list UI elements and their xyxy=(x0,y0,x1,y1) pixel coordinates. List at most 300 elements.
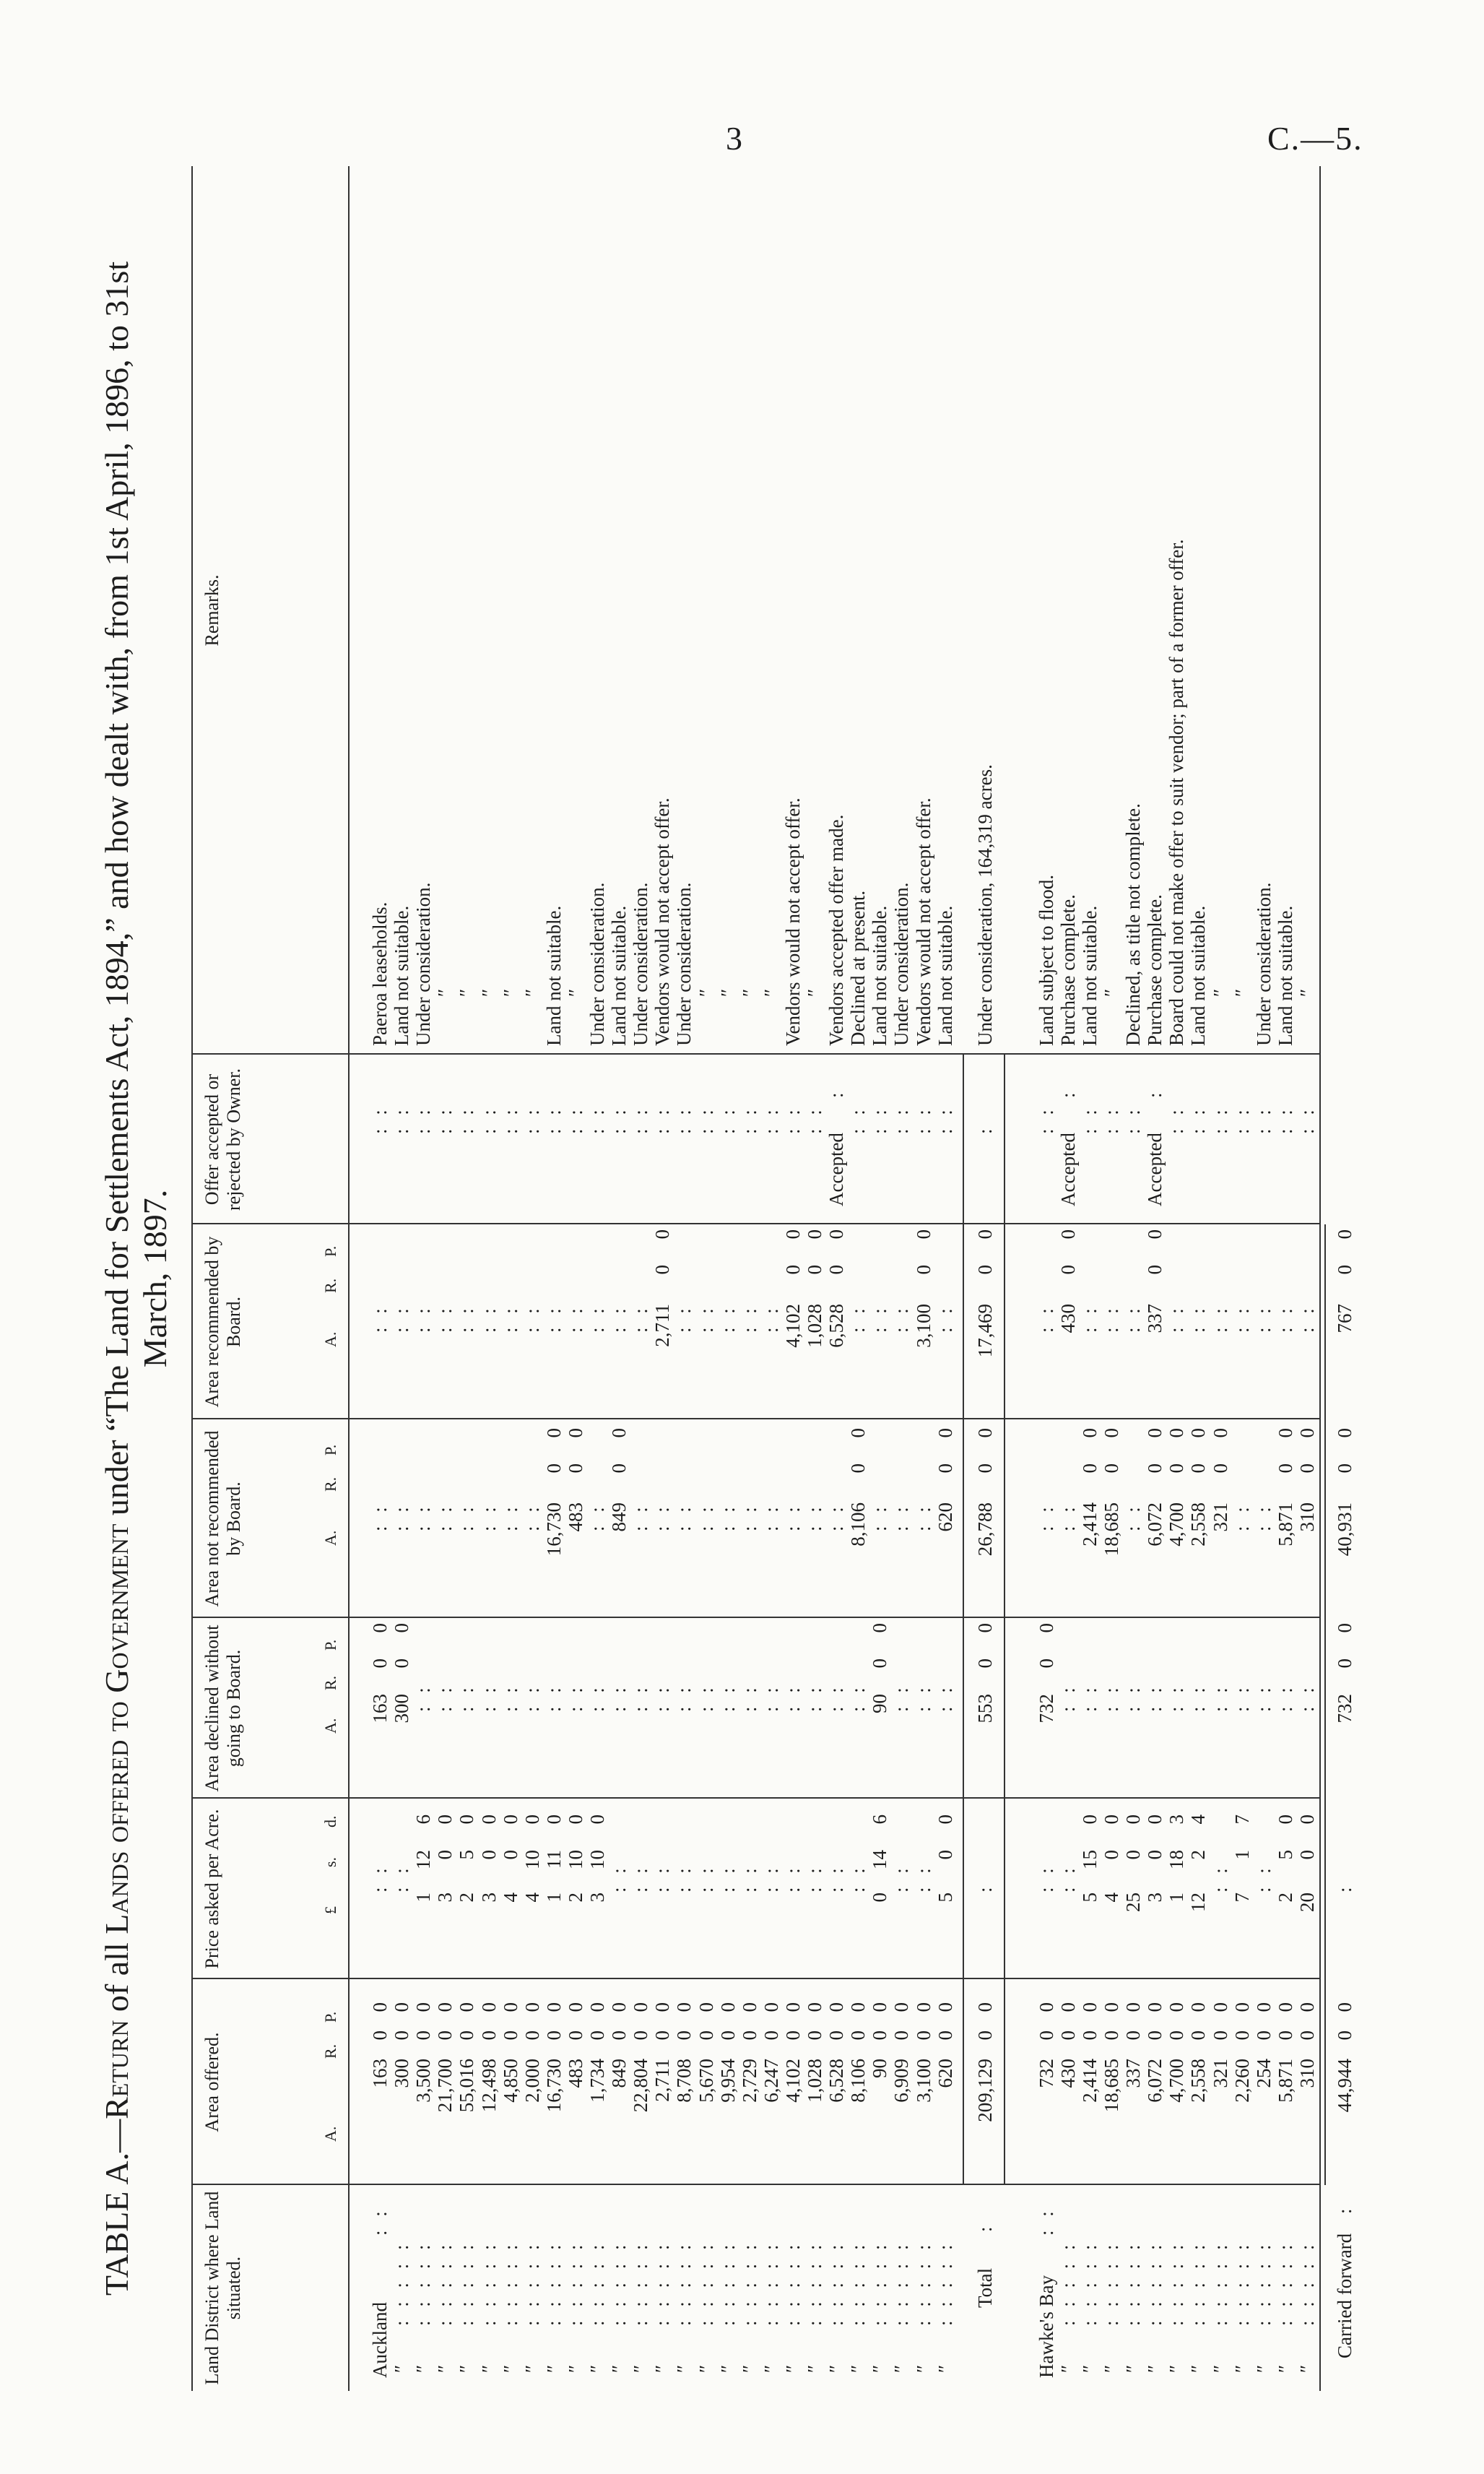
row-offered-r: 0 xyxy=(1144,2030,1166,2041)
leader-dots: : : : : : xyxy=(630,2240,652,2326)
empty-cell-dots: : : xyxy=(1187,1304,1210,1333)
row-notrec-r: 0 xyxy=(1187,1463,1210,1474)
row-offered-r: 0 xyxy=(1078,2030,1101,2041)
row-offered-r: 0 xyxy=(1166,2030,1188,2041)
leader-dots: : : : : : xyxy=(738,2240,760,2326)
empty-cell-dots: : : xyxy=(434,1304,456,1333)
row-declined-p: 0 xyxy=(869,1623,891,1633)
district-ditto: ″ xyxy=(1166,2364,1188,2373)
row-rec-a: 1,028 xyxy=(804,1304,825,1348)
row-notrec-a: 483 xyxy=(564,1502,586,1532)
row-remarks: Land not suitable. xyxy=(1078,905,1101,1046)
row-declined-r: 0 xyxy=(391,1658,413,1669)
row-notrec-a: 2,414 xyxy=(1078,1502,1101,1547)
row-notrec-a: 620 xyxy=(934,1502,956,1532)
row-offered-r: 0 xyxy=(1274,2030,1296,2041)
row-notrec-r: 0 xyxy=(1144,1463,1166,1474)
row-offered-p: 0 xyxy=(1144,2002,1166,2012)
empty-cell-dots: : : xyxy=(1209,1304,1231,1333)
row-remarks: ″ xyxy=(1209,988,1231,997)
row-price-r: 10 xyxy=(586,1850,608,1869)
row-offered-a: 5,670 xyxy=(695,2059,717,2103)
empty-cell-dots: : : xyxy=(456,1304,478,1333)
empty-cell-dots: : : xyxy=(738,1683,760,1712)
row-price-p: 0 xyxy=(1101,1815,1122,1825)
unit-not-recommended-roods: R. xyxy=(321,1476,339,1492)
empty-cell-dots: : : xyxy=(804,1502,825,1531)
empty-status-dots: : : xyxy=(542,1105,565,1134)
row-offered-a: 163 xyxy=(369,2059,391,2088)
row-remarks: Paeroa leaseholds. xyxy=(369,901,391,1046)
row-price-a: 5 xyxy=(934,1893,956,1903)
row-offered-r: 0 xyxy=(934,2030,956,2041)
row-notrec-p: 0 xyxy=(608,1428,630,1438)
row-price-p: 0 xyxy=(1144,1815,1166,1825)
row-offered-a: 12,498 xyxy=(477,2059,500,2113)
leader-dots: : : : : : xyxy=(412,2240,435,2326)
district-ditto: ″ xyxy=(521,2364,543,2373)
empty-cell-dots: : : xyxy=(890,1864,913,1893)
row-price-a: 2 xyxy=(1274,1893,1296,1903)
row-offered-r: 0 xyxy=(499,2030,521,2041)
empty-status-dots: : : xyxy=(716,1105,739,1134)
empty-status-dots: : : xyxy=(1252,1105,1275,1134)
leader-dots: : : : : : xyxy=(1231,2240,1253,2326)
row-offered-p: 0 xyxy=(934,2002,956,2012)
row-notrec-r: 0 xyxy=(1209,1463,1231,1474)
empty-cell-dots: : : xyxy=(391,1864,413,1893)
row-offered-p: 0 xyxy=(1166,2002,1188,2012)
row-notrec-r: 0 xyxy=(1296,1463,1318,1474)
row-notrec-a: 6,072 xyxy=(1144,1502,1166,1547)
row-notrec-p: 0 xyxy=(847,1428,869,1438)
row-rec-a: 2,711 xyxy=(651,1304,674,1347)
row-price-p: 0 xyxy=(434,1815,456,1825)
row-offered-a: 6,072 xyxy=(1144,2059,1166,2103)
leader-dots: : : : : : xyxy=(391,2240,413,2326)
empty-cell-dots: : : xyxy=(542,1683,565,1712)
row-offered-a: 1,028 xyxy=(804,2059,825,2103)
row-price-a: 3 xyxy=(434,1893,456,1903)
unit-recommended-acres: A. xyxy=(321,1331,339,1347)
empty-status-dots: : : xyxy=(1122,1105,1145,1134)
total-offered-a: 209,129 xyxy=(973,2059,996,2122)
empty-cell-dots: : : xyxy=(825,1683,848,1712)
row-price-p: 0 xyxy=(1274,1815,1296,1825)
row-remarks: Purchase complete. xyxy=(1056,894,1079,1046)
empty-status-dots: : : xyxy=(1166,1105,1188,1134)
district-ditto: ″ xyxy=(412,2364,435,2373)
row-price-a: 1 xyxy=(542,1893,565,1903)
row-price-a: 4 xyxy=(499,1893,521,1903)
empty-status-dots: : : xyxy=(1209,1105,1231,1134)
row-price-p: 0 xyxy=(477,1815,500,1825)
leader-dots: : : : : : xyxy=(651,2240,674,2326)
row-price-r: 18 xyxy=(1166,1850,1188,1869)
empty-cell-dots: : : xyxy=(1296,1304,1318,1333)
empty-cell-dots: : : xyxy=(1122,1304,1145,1333)
row-offered-r: 0 xyxy=(738,2030,760,2041)
row-notrec-p: 0 xyxy=(1144,1428,1166,1438)
district-ditto: ″ xyxy=(630,2364,652,2373)
row-declined-r: 0 xyxy=(1035,1658,1057,1669)
empty-cell-dots: : : xyxy=(651,1683,674,1712)
row-price-r: 0 xyxy=(499,1850,521,1860)
district-ditto: ″ xyxy=(1056,2364,1079,2373)
carried-declined-p: 0 xyxy=(1334,1623,1355,1633)
row-price-r: 10 xyxy=(521,1850,543,1869)
empty-cell-dots: : : xyxy=(412,1502,435,1531)
empty-cell-dots: : : xyxy=(1209,1683,1231,1712)
empty-status-dots: : : xyxy=(1101,1105,1122,1134)
empty-cell-dots: : : xyxy=(716,1864,739,1893)
empty-cell-dots: : : xyxy=(630,1304,652,1333)
row-rec-p: 0 xyxy=(912,1229,934,1240)
status-dots: : xyxy=(825,1088,848,1098)
row-rec-a: 337 xyxy=(1144,1304,1166,1333)
empty-cell-dots: : : xyxy=(412,1683,435,1712)
row-notrec-r: 0 xyxy=(564,1463,586,1474)
table-title-line-1: TABLE A.—Return of all Lands offered to Government under “The Land for Settlements Act, 1894,” and how dealt with, from 1st April, 1896, to 31st xyxy=(98,261,135,2296)
row-price-p: 0 xyxy=(586,1815,608,1825)
unit-area-offered-acres: A. xyxy=(321,2126,339,2142)
row-offered-p: 0 xyxy=(1274,2002,1296,2012)
row-remarks: ″ xyxy=(716,988,739,997)
row-price-a: 3 xyxy=(477,1893,500,1903)
empty-cell-dots: : : xyxy=(738,1304,760,1333)
row-offered-a: 3,500 xyxy=(412,2059,435,2103)
total-offered-r: 0 xyxy=(973,2030,996,2041)
row-remarks: ″ xyxy=(760,988,782,997)
row-price-r: 15 xyxy=(1078,1850,1101,1869)
row-offered-a: 4,850 xyxy=(499,2059,521,2103)
row-remarks: Purchase complete. xyxy=(1144,894,1166,1046)
row-offered-r: 0 xyxy=(1209,2030,1231,2041)
row-offered-p: 0 xyxy=(564,2002,586,2012)
leader-dots: : : : : : xyxy=(1078,2240,1101,2326)
empty-cell-dots: : : xyxy=(804,1683,825,1712)
empty-cell-dots: : : xyxy=(934,1683,956,1712)
row-price-p: 0 xyxy=(499,1815,521,1825)
row-offered-a: 2,558 xyxy=(1187,2059,1210,2103)
row-offered-p: 0 xyxy=(1231,2002,1253,2012)
row-offered-p: 0 xyxy=(586,2002,608,2012)
leader-dots: : : : : : xyxy=(1166,2240,1188,2326)
total-rec-a: 17,469 xyxy=(973,1304,996,1358)
leader-dots: : : : : : xyxy=(890,2240,913,2326)
empty-status-dots: : : xyxy=(738,1105,760,1134)
total-rule xyxy=(963,1055,964,2185)
offer-status: Accepted xyxy=(1144,1133,1166,1206)
row-price-r: 1 xyxy=(1231,1850,1253,1860)
district-ditto: ″ xyxy=(869,2364,891,2373)
empty-cell-dots: : : xyxy=(1166,1304,1188,1333)
district-ditto: ″ xyxy=(586,2364,608,2373)
empty-cell-dots: : : xyxy=(608,1683,630,1712)
row-remarks: Land not suitable. xyxy=(542,905,565,1046)
district-ditto: ″ xyxy=(1296,2364,1318,2373)
row-remarks: Under consideration. xyxy=(630,882,652,1046)
row-offered-a: 4,102 xyxy=(781,2059,804,2103)
district-ditto: ″ xyxy=(1144,2364,1166,2373)
row-offered-r: 0 xyxy=(586,2030,608,2041)
row-price-p: 0 xyxy=(521,1815,543,1825)
carried-notrec-r: 0 xyxy=(1334,1463,1355,1474)
row-offered-p: 0 xyxy=(477,2002,500,2012)
row-offered-a: 2,414 xyxy=(1078,2059,1101,2103)
row-remarks: Vendors accepted offer made. xyxy=(825,814,848,1046)
empty-cell-dots: : : xyxy=(1252,1304,1275,1333)
empty-cell-dots: : : xyxy=(477,1304,500,1333)
row-remarks: ″ xyxy=(1231,988,1253,997)
row-notrec-p: 0 xyxy=(1078,1428,1101,1438)
empty-cell-dots: : : xyxy=(890,1502,913,1531)
header-remarks: Remarks. xyxy=(201,574,222,646)
row-price-p: 6 xyxy=(869,1815,891,1825)
district-ditto: ″ xyxy=(456,2364,478,2373)
row-offered-r: 0 xyxy=(1101,2030,1122,2041)
leader-dots: : : : : : xyxy=(1209,2240,1231,2326)
empty-cell-dots: : : xyxy=(651,1864,674,1893)
empty-cell-dots: : : xyxy=(1056,1683,1079,1712)
empty-cell-dots: : : xyxy=(1187,1683,1210,1712)
total-declined-a: 553 xyxy=(973,1694,996,1723)
row-offered-r: 0 xyxy=(695,2030,717,2041)
district-ditto: ″ xyxy=(673,2364,695,2373)
empty-cell-dots: : : xyxy=(869,1502,891,1531)
row-offered-r: 0 xyxy=(391,2030,413,2041)
empty-cell-dots: : : xyxy=(716,1683,739,1712)
district-ditto: ″ xyxy=(716,2364,739,2373)
empty-status-dots: : : xyxy=(412,1105,435,1134)
empty-cell-dots: : : xyxy=(369,1502,391,1531)
total-offered-p: 0 xyxy=(973,2002,996,2012)
leader-dots: : : : : : xyxy=(1187,2240,1210,2326)
empty-cell-dots: : : xyxy=(804,1864,825,1893)
row-price-r: 0 xyxy=(434,1850,456,1860)
row-remarks: ″ xyxy=(521,988,543,997)
leader-dots: : : : : : xyxy=(564,2240,586,2326)
row-remarks: ″ xyxy=(1101,988,1122,997)
carried-forward-label: Carried forward xyxy=(1334,2233,1355,2358)
total-label: Total xyxy=(973,2267,996,2308)
row-offered-p: 0 xyxy=(1296,2002,1318,2012)
district-ditto: ″ xyxy=(1078,2364,1101,2373)
row-declined-a: 732 xyxy=(1035,1694,1057,1723)
row-declined-a: 90 xyxy=(869,1694,891,1713)
row-price-r: 0 xyxy=(1122,1850,1145,1860)
empty-cell-dots: : : xyxy=(847,1683,869,1712)
row-offered-p: 0 xyxy=(608,2002,630,2012)
empty-cell-dots: : : xyxy=(1252,1864,1275,1893)
empty-cell-dots: : : xyxy=(781,1864,804,1893)
empty-status-dots: : : xyxy=(869,1105,891,1134)
total-declined-p: 0 xyxy=(973,1623,996,1633)
row-rec-p: 0 xyxy=(651,1229,674,1240)
row-offered-r: 0 xyxy=(1296,2030,1318,2041)
district-ditto: ″ xyxy=(890,2364,913,2373)
empty-cell-dots: : : xyxy=(1035,1304,1057,1333)
empty-status-dots: : : xyxy=(521,1105,543,1134)
empty-cell-dots: : : xyxy=(412,1304,435,1333)
empty-cell-dots: : : xyxy=(869,1304,891,1333)
empty-cell-dots: : : xyxy=(1166,1683,1188,1712)
empty-cell-dots: : : xyxy=(912,1502,934,1531)
row-offered-r: 0 xyxy=(804,2030,825,2041)
row-notrec-r: 0 xyxy=(1166,1463,1188,1474)
row-offered-r: 0 xyxy=(608,2030,630,2041)
district-ditto: ″ xyxy=(1122,2364,1145,2373)
row-offered-p: 0 xyxy=(412,2002,435,2012)
empty-cell-dots: : : xyxy=(847,1864,869,1893)
empty-cell-dots: : : xyxy=(521,1502,543,1531)
empty-status-dots: : : xyxy=(564,1105,586,1134)
leader-dots: : : : : : xyxy=(1252,2240,1275,2326)
empty-cell-dots: : : xyxy=(608,1864,630,1893)
row-remarks: Vendors would not accept offer. xyxy=(912,797,934,1046)
empty-cell-dots: : : xyxy=(1231,1683,1253,1712)
row-rec-p: 0 xyxy=(781,1229,804,1240)
leader-dots: : : : : : xyxy=(1122,2240,1145,2326)
total-rule-bottom xyxy=(1004,1055,1005,2185)
empty-cell-dots: : : xyxy=(673,1864,695,1893)
district-ditto: ″ xyxy=(760,2364,782,2373)
row-offered-r: 0 xyxy=(1122,2030,1145,2041)
unit-price-pounds: £ xyxy=(321,1906,339,1914)
leader-dots: : xyxy=(1334,2204,1355,2214)
empty-cell-dots: : : xyxy=(825,1502,848,1531)
row-offered-a: 90 xyxy=(869,2059,891,2078)
header-district: Land District where Land situated. xyxy=(201,2191,244,2385)
row-offered-p: 0 xyxy=(825,2002,848,2012)
row-price-a: 5 xyxy=(1078,1893,1101,1903)
row-offered-r: 0 xyxy=(825,2030,848,2041)
district-ditto: ″ xyxy=(804,2364,825,2373)
empty-cell-dots: : : xyxy=(630,1502,652,1531)
empty-cell-dots: : : xyxy=(1078,1683,1101,1712)
unit-area-offered-perches: P. xyxy=(321,2011,339,2023)
empty-cell-dots: : : xyxy=(673,1683,695,1712)
unit-recommended-roods: R. xyxy=(321,1278,339,1293)
leader-dots: : : : : : xyxy=(1101,2240,1122,2326)
offer-status: Accepted xyxy=(1056,1133,1079,1206)
empty-status-dots: : : xyxy=(1296,1105,1318,1134)
row-remarks: ″ xyxy=(695,988,717,997)
empty-cell-dots: : : xyxy=(738,1502,760,1531)
row-rec-a: 430 xyxy=(1056,1304,1079,1333)
row-offered-a: 620 xyxy=(934,2059,956,2088)
empty-cell-dots: : : xyxy=(847,1304,869,1333)
row-offered-r: 0 xyxy=(716,2030,739,2041)
row-declined-a: 300 xyxy=(391,1694,413,1723)
row-remarks: Under consideration. xyxy=(1252,882,1275,1046)
empty-cell-dots: : : xyxy=(695,1864,717,1893)
row-remarks: Board could not make offer to suit vendor; part of a former offer. xyxy=(1166,539,1188,1046)
row-offered-a: 6,909 xyxy=(890,2059,913,2103)
leader-dots: : : : : : xyxy=(716,2240,739,2326)
row-offered-r: 0 xyxy=(760,2030,782,2041)
row-rec-r: 0 xyxy=(825,1265,848,1275)
empty-cell-dots: : : xyxy=(651,1502,674,1531)
leader-dots: : : : : : xyxy=(781,2240,804,2326)
empty-cell-dots: : : xyxy=(499,1304,521,1333)
total-notrec-a: 26,788 xyxy=(973,1502,996,1557)
empty-cell-dots: : : xyxy=(564,1304,586,1333)
empty-cell-dots: : : xyxy=(760,1502,782,1531)
row-rec-r: 0 xyxy=(781,1265,804,1275)
empty-status-dots: : : xyxy=(1187,1105,1210,1134)
district-ditto: ″ xyxy=(1231,2364,1253,2373)
return-table xyxy=(191,166,1355,2391)
row-price-a: 1 xyxy=(1166,1893,1188,1903)
empty-cell-dots: : : xyxy=(890,1304,913,1333)
row-price-p: 7 xyxy=(1231,1815,1253,1825)
empty-status-dots: : : xyxy=(847,1105,869,1134)
empty-cell-dots: : : xyxy=(695,1683,717,1712)
empty-cell-dots: : : xyxy=(586,1502,608,1531)
row-offered-r: 0 xyxy=(1252,2030,1275,2041)
empty-status-dots: : : xyxy=(934,1105,956,1134)
leader-dots: : : xyxy=(1035,2207,1057,2236)
row-notrec-a: 16,730 xyxy=(542,1502,565,1557)
row-remarks: ″ xyxy=(1296,988,1318,997)
row-offered-a: 849 xyxy=(608,2059,630,2088)
row-offered-a: 18,685 xyxy=(1101,2059,1122,2113)
district-ditto: ″ xyxy=(781,2364,804,2373)
row-price-p: 0 xyxy=(542,1815,565,1825)
hawkes-bay-district-name: Hawke's Bay xyxy=(1035,2275,1057,2378)
total-notrec-r: 0 xyxy=(973,1463,996,1474)
row-remarks: Land not suitable. xyxy=(608,905,630,1046)
row-offered-p: 0 xyxy=(1187,2002,1210,2012)
empty-status-dots: : : xyxy=(781,1105,804,1134)
row-offered-p: 0 xyxy=(1122,2002,1145,2012)
row-offered-p: 0 xyxy=(456,2002,478,2012)
row-price-a: 12 xyxy=(1187,1893,1210,1912)
row-price-a: 7 xyxy=(1231,1893,1253,1903)
row-remarks: Under consideration. xyxy=(586,882,608,1046)
header-declined: Area declined without going to Board. xyxy=(201,1625,244,1792)
district-ditto: ″ xyxy=(542,2364,565,2373)
row-offered-a: 254 xyxy=(1252,2059,1275,2088)
district-ditto: ″ xyxy=(912,2364,934,2373)
leader-dots: : : : : : xyxy=(695,2240,717,2326)
empty-cell-dots: : : xyxy=(369,1304,391,1333)
unit-declined-roods: R. xyxy=(321,1675,339,1690)
district-ditto: ″ xyxy=(434,2364,456,2373)
carried-notrec-a: 40,931 xyxy=(1334,1502,1355,1557)
row-offered-a: 2,260 xyxy=(1231,2059,1253,2103)
empty-status-dots: : : xyxy=(1035,1105,1057,1134)
row-notrec-p: 0 xyxy=(564,1428,586,1438)
leader-dots: : : : : : xyxy=(912,2240,934,2326)
row-offered-r: 0 xyxy=(1231,2030,1253,2041)
header-not-recommended: Area not recommended by Board. xyxy=(201,1430,244,1607)
row-offered-r: 0 xyxy=(477,2030,500,2041)
row-offered-r: 0 xyxy=(369,2030,391,2041)
row-offered-p: 0 xyxy=(847,2002,869,2012)
row-offered-a: 321 xyxy=(1209,2059,1231,2088)
row-notrec-a: 18,685 xyxy=(1101,1502,1122,1557)
row-price-p: 6 xyxy=(412,1815,435,1825)
row-price-a: 1 xyxy=(412,1893,435,1903)
row-offered-r: 0 xyxy=(456,2030,478,2041)
row-offered-p: 0 xyxy=(912,2002,934,2012)
row-offered-p: 0 xyxy=(369,2002,391,2012)
empty-cell-dots: : : xyxy=(695,1304,717,1333)
empty-cell-dots: : : xyxy=(1274,1683,1296,1712)
empty-cell-dots: : : xyxy=(760,1304,782,1333)
